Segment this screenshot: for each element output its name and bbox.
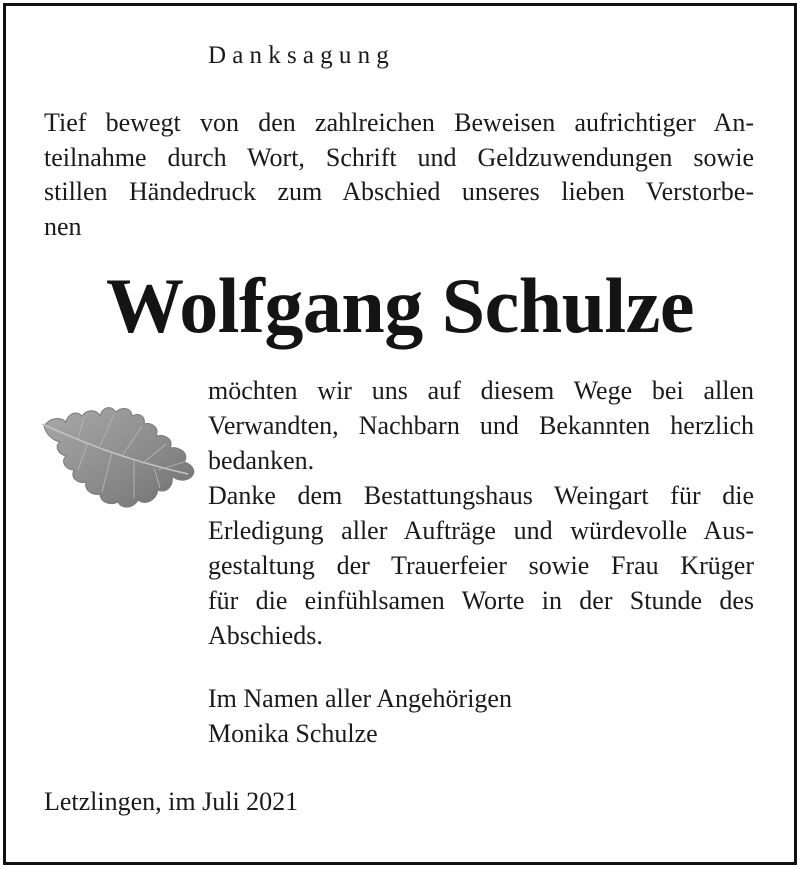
intro-line: nen bbox=[44, 211, 82, 241]
place-and-date: Letzlingen, im Juli 2021 bbox=[44, 787, 299, 816]
intro-paragraph bbox=[44, 106, 754, 244]
deceased-name: Wolfgang Schulze bbox=[106, 262, 694, 349]
oak-leaf-shape bbox=[44, 408, 194, 507]
body-line: Verwandten, Nachbarn und Bekannten herzlich bbox=[208, 411, 754, 440]
intro-line: Tief bewegt von den zahlreichen Beweisen aufrichtiger An- bbox=[44, 108, 754, 137]
body-line: bedanken. bbox=[208, 446, 315, 475]
body-line: für die einfühlsamen Worte in der Stunde des bbox=[208, 586, 754, 615]
intro-line: stillen Händedruck zum Abschied unseres lieben Verstorbe- bbox=[44, 177, 754, 206]
body-line: möchten wir uns auf diesem Wege bei allen bbox=[208, 376, 754, 405]
body-line: Erledigung aller Aufträge und würdevolle Aus- bbox=[208, 516, 754, 545]
signature-block bbox=[208, 681, 512, 751]
signer-name: Monika Schulze bbox=[208, 719, 378, 748]
oak-leaf-icon bbox=[38, 404, 202, 512]
notice-heading: Danksagung bbox=[208, 42, 395, 69]
thanks-paragraph bbox=[208, 373, 754, 653]
signature-line: Im Namen aller Angehörigen bbox=[208, 684, 512, 713]
intro-line: teilnahme durch Wort, Schrift und Geldzuwendungen sowie bbox=[44, 142, 754, 172]
body-line: Danke dem Bestattungshaus Weingart für die bbox=[208, 481, 754, 510]
body-line: gestaltung der Trauerfeier sowie Frau Krüger bbox=[208, 551, 754, 580]
body-line: Abschieds. bbox=[208, 621, 323, 650]
